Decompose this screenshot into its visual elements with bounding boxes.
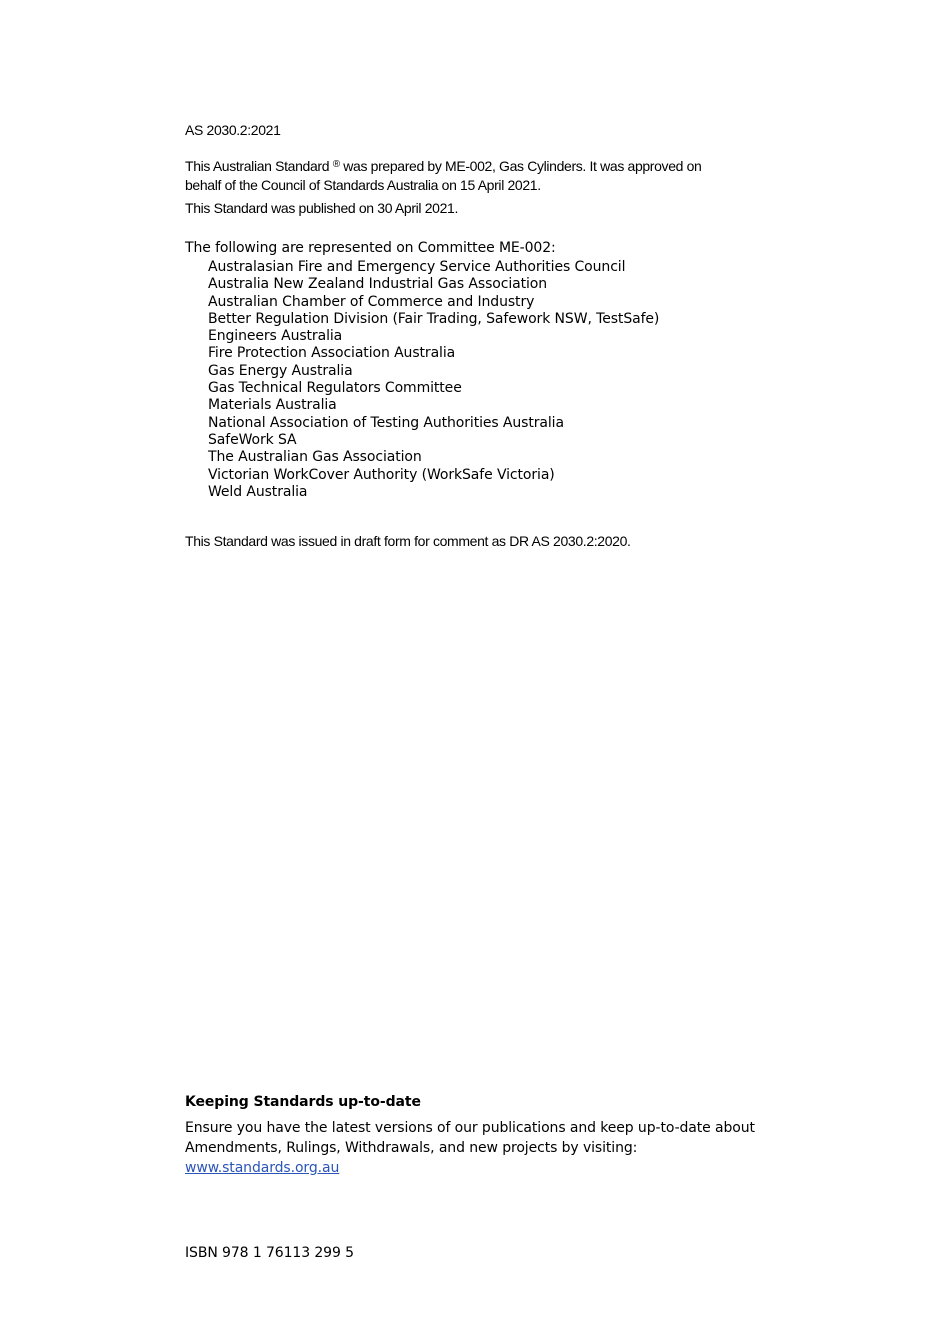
draft-note: This Standard was issued in draft form for comment as DR AS 2030.2:2020. <box>185 533 631 549</box>
committee-member: National Association of Testing Authorities Australia <box>208 414 564 431</box>
committee-member: Gas Energy Australia <box>208 362 353 379</box>
prepared-statement-start: This Australian Standard <box>185 158 330 174</box>
committee-member: Gas Technical Regulators Committee <box>208 380 462 397</box>
committee-member: Australian Chamber of Commerce and Industry <box>208 293 535 310</box>
keeping-up-to-date-body <box>185 1118 755 1178</box>
committee-member-list <box>208 259 659 501</box>
registered-mark: ® <box>332 159 340 170</box>
keeping-up-to-date-line1: Ensure you have the latest versions of our publications and keep up-to-date about <box>185 1120 755 1136</box>
committee-member: Victorian WorkCover Authority (WorkSafe Victoria) <box>208 466 555 483</box>
committee-member: Weld Australia <box>208 483 308 500</box>
published-statement: This Standard was published on 30 April 2021. <box>185 200 458 216</box>
committee-intro: The following are represented on Committee ME-002: <box>185 240 556 256</box>
committee-member: SafeWork SA <box>208 431 297 448</box>
committee-member: Materials Australia <box>208 397 337 414</box>
committee-member: The Australian Gas Association <box>208 449 422 466</box>
committee-member: Australasian Fire and Emergency Service Authorities Council <box>208 259 626 275</box>
committee-member: Engineers Australia <box>208 328 343 345</box>
committee-member: Australia New Zealand Industrial Gas Association <box>208 276 548 293</box>
committee-member: Fire Protection Association Australia <box>208 345 456 362</box>
standards-website-link[interactable]: www.standards.org.au <box>185 1160 340 1176</box>
keeping-up-to-date-line2: Amendments, Rulings, Withdrawals, and new projects by visiting: <box>185 1140 638 1156</box>
prepared-statement-line2: behalf of the Council of Standards Australia on 15 April 2021. <box>185 177 541 193</box>
prepared-statement-line1-end: was prepared by ME-002, Gas Cylinders. It was approved on <box>339 158 702 174</box>
standard-number: AS 2030.2:2021 <box>185 122 281 138</box>
committee-member: Better Regulation Division (Fair Trading, Safework NSW, TestSafe) <box>208 310 660 327</box>
prepared-statement <box>185 155 702 195</box>
keeping-up-to-date-heading: Keeping Standards up-to-date <box>185 1094 421 1110</box>
isbn: ISBN 978 1 76113 299 5 <box>185 1245 354 1261</box>
